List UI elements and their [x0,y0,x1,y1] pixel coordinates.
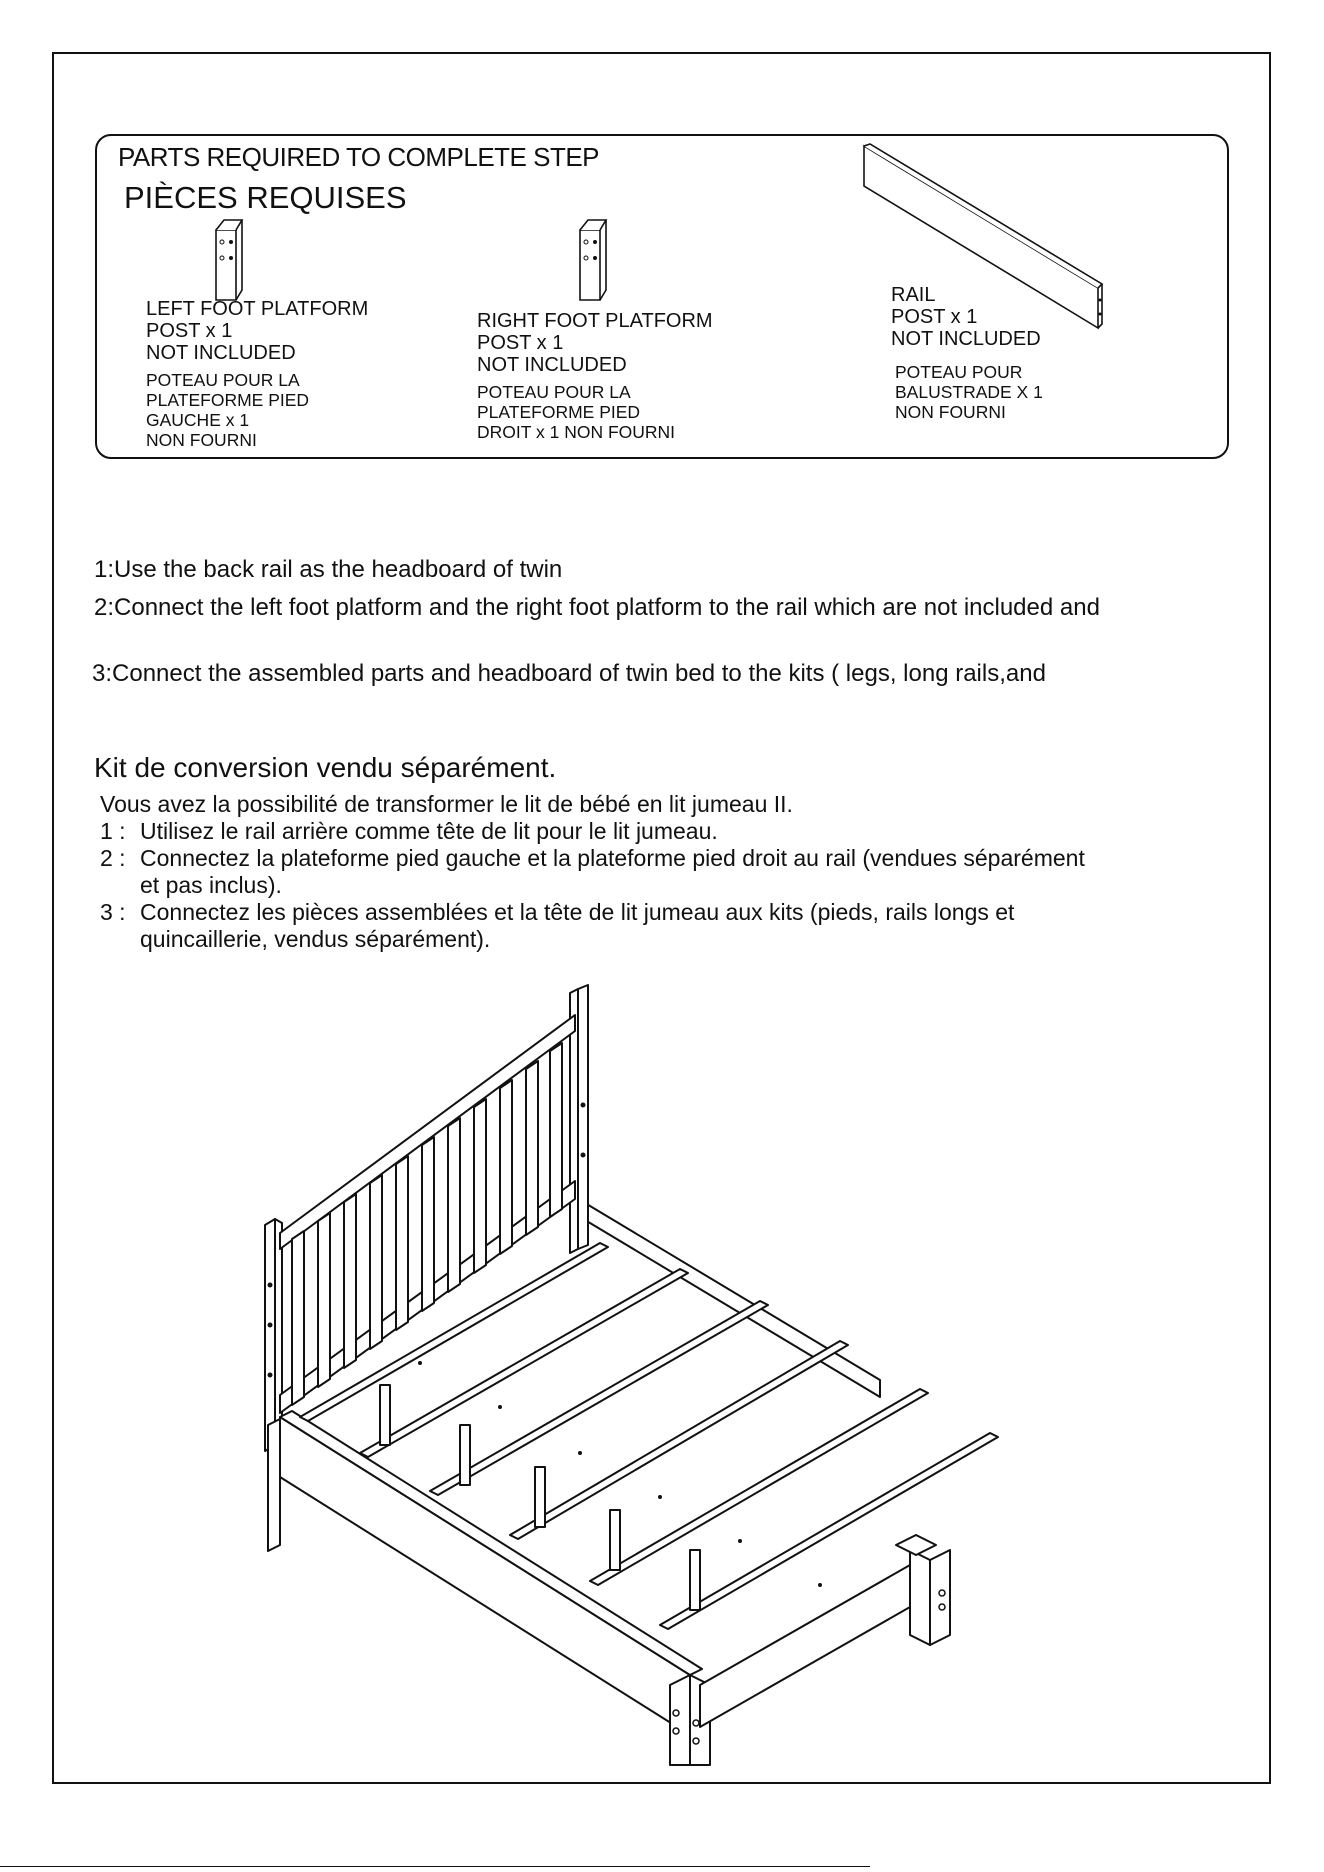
part-fr-line: POTEAU POUR LA [146,370,300,390]
kit-intro: Vous avez la possibilité de transformer le lit de bébé en lit jumeau II. [100,791,793,817]
part-fr-line: PLATEFORME PIED [146,390,310,410]
parts-title: PARTS REQUIRED TO COMPLETE STEP [118,142,600,172]
kit-step-number: 3 : [100,899,126,925]
part-en-line: RAIL [891,284,936,306]
part-fr-line: NON FOURNI [146,430,257,450]
part-en-line: RIGHT FOOT PLATFORM [477,310,713,332]
instruction-en-2: 2:Connect the left foot platform and the right foot platform to the rail which are not included and [94,594,1100,621]
part-fr-line: BALUSTRADE X 1 [895,382,1043,402]
part-en-line: POST x 1 [146,320,233,342]
part-en-line: LEFT FOOT PLATFORM [146,298,369,320]
part-fr-line: PLATEFORME PIED [477,402,641,422]
part-en-line: NOT INCLUDED [891,328,1041,350]
part-fr-line: GAUCHE x 1 [146,410,250,430]
kit-step-text: Connectez les pièces assemblées et la tête de lit jumeau aux kits (pieds, rails longs et [140,899,1015,925]
footer-rule [0,1866,870,1867]
instruction-en-1: 1:Use the back rail as the headboard of twin [94,556,563,583]
post-icon [214,218,244,302]
post-icon [578,218,608,302]
kit-step-number: 1 : [100,818,126,844]
part-en-line: POST x 1 [477,332,564,354]
kit-title: Kit de conversion vendu séparément. [94,752,557,783]
part-en-line: NOT INCLUDED [146,342,296,364]
kit-steps [100,791,1085,953]
kit-step-text: Connectez la plateforme pied gauche et la plateforme pied droit au rail (vendues séparément [140,845,1085,871]
kit-step-number: 2 : [100,845,126,871]
kit-step [100,899,1085,926]
kit-step-text: quincaillerie, vendus séparément). [140,926,491,952]
part-fr-line: NON FOURNI [895,402,1006,422]
part-fr-line: DROIT x 1 NON FOURNI [477,422,676,442]
parts-subtitle: PIÈCES REQUISES [124,180,407,215]
kit-step-text: et pas inclus). [140,872,282,898]
part-fr-line: POTEAU POUR [895,362,1023,382]
kit-step [100,845,1085,872]
kit-step-text: Utilisez le rail arrière comme tête de lit pour le lit jumeau. [140,818,718,844]
instruction-en-3: 3:Connect the assembled parts and headboard of twin bed to the kits ( legs, long rails,and [92,660,1046,687]
part-right-foot-post [477,310,713,442]
part-fr-line: POTEAU POUR LA [477,382,631,402]
part-left-foot-post [146,298,368,450]
part-en-line: NOT INCLUDED [477,354,627,376]
part-en-line: POST x 1 [891,306,978,328]
kit-step [100,818,1085,845]
part-rail-post [891,284,1043,422]
twin-bed-frame-icon [270,985,1130,1765]
